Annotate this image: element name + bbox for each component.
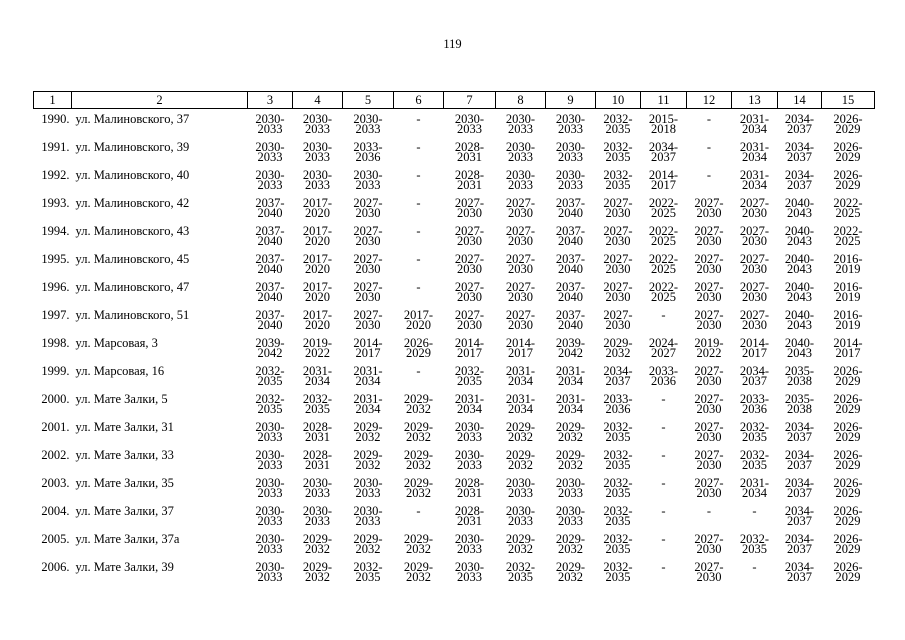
period-cell: 2030- 2033 [353, 504, 383, 528]
period-cell: 2030- 2033 [454, 112, 485, 136]
period-cell: 2015- 2018 [648, 112, 679, 136]
period-cell: 2039- 2042 [255, 336, 285, 360]
period-cell: 2030- 2033 [505, 112, 536, 136]
period-cell: 2029- 2032 [302, 532, 333, 556]
period-cell: 2030- 2033 [454, 448, 485, 472]
period-cell: 2026- 2029 [833, 168, 863, 192]
period-cell: 2030- 2033 [454, 532, 485, 556]
row-number: 2005. [41, 532, 70, 546]
period-cell: 2016- 2019 [833, 280, 863, 304]
row-number: 2002. [41, 448, 70, 462]
row-number: 1991. [41, 140, 70, 154]
period-cell: 2027- 2030 [454, 252, 485, 276]
period-cell: 2031- 2034 [555, 364, 586, 388]
period-cell: 2027- 2030 [739, 280, 770, 304]
column-header-9: 9 [546, 92, 596, 109]
period-cell: 2028- 2031 [302, 420, 333, 444]
period-cell: 2017- 2020 [302, 252, 333, 276]
period-cell: 2030- 2033 [255, 560, 285, 584]
period-cell: 2027- 2030 [694, 448, 724, 472]
period-cell: - [661, 392, 666, 406]
period-cell: 2034- 2037 [784, 448, 815, 472]
period-cell: 2030- 2033 [255, 476, 285, 500]
period-cell: 2029- 2032 [555, 448, 586, 472]
period-cell: 2032- 2035 [603, 504, 633, 528]
period-cell: 2022- 2025 [833, 224, 863, 248]
column-header-10: 10 [596, 92, 641, 109]
period-cell: 2033- 2036 [648, 364, 679, 388]
row-number: 1999. [41, 364, 70, 378]
period-cell: 2027- 2030 [739, 224, 770, 248]
period-cell: 2037- 2040 [255, 224, 285, 248]
period-cell: 2031- 2034 [353, 392, 383, 416]
period-cell: 2029- 2032 [403, 560, 434, 584]
period-cell: 2026- 2029 [833, 392, 863, 416]
column-header-2: 2 [72, 92, 248, 109]
period-cell: 2029- 2032 [403, 420, 434, 444]
period-cell: 2032- 2035 [505, 560, 536, 584]
table-row [34, 282, 875, 310]
period-cell: - [661, 504, 666, 518]
period-cell: 2032- 2035 [603, 140, 633, 164]
schedule-table [33, 91, 875, 590]
period-cell: 2030- 2033 [555, 168, 586, 192]
period-cell: 2037- 2040 [555, 252, 586, 276]
column-header-1: 1 [34, 92, 72, 109]
period-cell: 2031- 2034 [353, 364, 383, 388]
period-cell: 2032- 2035 [603, 112, 633, 136]
period-cell: 2037- 2040 [555, 308, 586, 332]
period-cell: 2030- 2033 [555, 112, 586, 136]
period-cell: - [416, 224, 421, 238]
period-cell: 2031- 2034 [454, 392, 485, 416]
period-cell: 2031- 2034 [739, 476, 770, 500]
period-cell: 2034- 2037 [784, 168, 815, 192]
period-cell: 2030- 2033 [555, 504, 586, 528]
table-row [34, 394, 875, 422]
period-cell: - [661, 448, 666, 462]
column-header-15: 15 [822, 92, 875, 109]
period-cell: 2030- 2033 [255, 532, 285, 556]
period-cell: - [661, 308, 666, 322]
period-cell: 2037- 2040 [255, 252, 285, 276]
period-cell: - [661, 560, 666, 574]
period-cell: - [752, 504, 757, 518]
address-cell: ул. Мате Залки, 31 [75, 420, 174, 434]
row-number: 2004. [41, 504, 70, 518]
period-cell: 2034- 2037 [784, 140, 815, 164]
period-cell: 2027- 2030 [505, 252, 536, 276]
period-cell: 2030- 2033 [353, 112, 383, 136]
period-cell: 2040- 2043 [784, 196, 815, 220]
page-number: 119 [443, 37, 462, 51]
period-cell: 2037- 2040 [555, 224, 586, 248]
period-cell: 2030- 2033 [555, 140, 586, 164]
period-cell: 2032- 2035 [454, 364, 485, 388]
period-cell: 2030- 2033 [255, 448, 285, 472]
period-cell: 2034- 2037 [784, 112, 815, 136]
period-cell: - [661, 420, 666, 434]
row-number: 1996. [41, 280, 70, 294]
period-cell: 2014- 2017 [739, 336, 770, 360]
address-cell: ул. Малиновского, 37 [75, 112, 190, 126]
address-cell: ул. Малиновского, 43 [75, 224, 190, 238]
period-cell: 2014- 2017 [505, 336, 536, 360]
period-cell: 2027- 2030 [353, 196, 383, 220]
period-cell: 2033- 2036 [353, 140, 383, 164]
period-cell: 2029- 2032 [403, 532, 434, 556]
period-cell: 2030- 2033 [505, 140, 536, 164]
period-cell: 2027- 2030 [694, 392, 724, 416]
period-cell: 2032- 2035 [255, 392, 285, 416]
period-cell: 2014- 2017 [454, 336, 485, 360]
period-cell: 2029- 2032 [555, 560, 586, 584]
address-cell: ул. Мате Залки, 37а [75, 532, 180, 546]
row-number: 1992. [41, 168, 70, 182]
period-cell: 2040- 2043 [784, 280, 815, 304]
period-cell: - [416, 504, 421, 518]
period-cell: 2037- 2040 [555, 196, 586, 220]
period-cell: 2017- 2020 [302, 308, 333, 332]
period-cell: 2027- 2030 [694, 364, 724, 388]
period-cell: 2031- 2034 [505, 364, 536, 388]
period-cell: 2031- 2034 [739, 168, 770, 192]
period-cell: - [661, 532, 666, 546]
period-cell: 2037- 2040 [255, 308, 285, 332]
period-cell: 2027- 2030 [454, 280, 485, 304]
period-cell: 2017- 2020 [302, 280, 333, 304]
period-cell: 2028- 2031 [454, 504, 485, 528]
period-cell: 2029- 2032 [403, 476, 434, 500]
row-number: 1995. [41, 252, 70, 266]
period-cell: 2031- 2034 [555, 392, 586, 416]
period-cell: 2031- 2034 [302, 364, 333, 388]
row-number: 2001. [41, 420, 70, 434]
period-cell: 2027- 2030 [353, 252, 383, 276]
period-cell: 2029- 2032 [505, 420, 536, 444]
row-number: 1990. [41, 112, 70, 126]
address-cell: ул. Малиновского, 39 [75, 140, 190, 154]
column-header-12: 12 [687, 92, 732, 109]
period-cell: - [752, 560, 757, 574]
period-cell: 2030- 2033 [555, 476, 586, 500]
period-cell: 2034- 2037 [784, 532, 815, 556]
table-row [34, 422, 875, 450]
period-cell: 2032- 2035 [603, 168, 633, 192]
period-cell: 2027- 2030 [739, 252, 770, 276]
period-cell: 2027- 2030 [694, 196, 724, 220]
period-cell: 2026- 2029 [833, 420, 863, 444]
period-cell: 2027- 2030 [505, 308, 536, 332]
column-header-4: 4 [293, 92, 343, 109]
period-cell: 2026- 2029 [833, 364, 863, 388]
column-header-7: 7 [444, 92, 496, 109]
period-cell: 2029- 2032 [505, 532, 536, 556]
period-cell: 2026- 2029 [403, 336, 434, 360]
period-cell: 2022- 2025 [648, 280, 679, 304]
period-cell: 2014- 2017 [648, 168, 679, 192]
period-cell: 2030- 2033 [302, 168, 333, 192]
period-cell: 2028- 2031 [454, 168, 485, 192]
table-row [34, 109, 875, 143]
period-cell: 2030- 2033 [255, 168, 285, 192]
period-cell: 2022- 2025 [833, 196, 863, 220]
table-row [34, 506, 875, 534]
period-cell: 2035- 2038 [784, 392, 815, 416]
period-cell: 2037- 2040 [555, 280, 586, 304]
period-cell: 2026- 2029 [833, 504, 863, 528]
table-row [34, 310, 875, 338]
address-cell: ул. Мате Залки, 35 [75, 476, 174, 490]
address-cell: ул. Малиновского, 51 [75, 308, 190, 322]
period-cell: 2028- 2031 [454, 140, 485, 164]
period-cell: 2029- 2032 [505, 448, 536, 472]
period-cell: 2030- 2033 [454, 560, 485, 584]
period-cell: 2034- 2037 [784, 420, 815, 444]
period-cell: 2030- 2033 [255, 112, 285, 136]
period-cell: - [416, 196, 421, 210]
period-cell: 2031- 2034 [739, 112, 770, 136]
column-header-6: 6 [394, 92, 444, 109]
period-cell: 2029- 2032 [555, 420, 586, 444]
period-cell: 2030- 2033 [302, 504, 333, 528]
period-cell: 2027- 2030 [739, 308, 770, 332]
period-cell: 2034- 2037 [648, 140, 679, 164]
table-row [34, 226, 875, 254]
period-cell: 2037- 2040 [255, 280, 285, 304]
period-cell: - [416, 140, 421, 154]
period-cell: 2026- 2029 [833, 560, 863, 584]
period-cell: 2029- 2032 [302, 560, 333, 584]
table-row [34, 198, 875, 226]
period-cell: 2031- 2034 [739, 140, 770, 164]
period-cell: 2027- 2030 [694, 252, 724, 276]
period-cell: 2029- 2032 [403, 392, 434, 416]
period-cell: - [416, 364, 421, 378]
period-cell: 2024- 2027 [648, 336, 679, 360]
period-cell: 2032- 2035 [353, 560, 383, 584]
period-cell: 2028- 2031 [302, 448, 333, 472]
period-cell: 2014- 2017 [353, 336, 383, 360]
period-cell: 2027- 2030 [603, 224, 633, 248]
row-number: 2000. [41, 392, 70, 406]
table-row [34, 478, 875, 506]
period-cell: 2022- 2025 [648, 196, 679, 220]
period-cell: 2040- 2043 [784, 308, 815, 332]
period-cell: 2030- 2033 [302, 476, 333, 500]
period-cell: - [706, 140, 712, 154]
period-cell: 2027- 2030 [694, 560, 724, 584]
period-cell: 2027- 2030 [739, 196, 770, 220]
table-row [34, 170, 875, 198]
period-cell: 2027- 2030 [603, 280, 633, 304]
period-cell: 2034- 2037 [603, 364, 633, 388]
row-number: 2003. [41, 476, 70, 490]
period-cell: 2030- 2033 [302, 140, 333, 164]
period-cell: 2027- 2030 [603, 196, 633, 220]
column-header-3: 3 [248, 92, 293, 109]
period-cell: 2032- 2035 [255, 364, 285, 388]
period-cell: 2017- 2020 [302, 224, 333, 248]
period-cell: 2022- 2025 [648, 224, 679, 248]
period-cell: 2029- 2032 [603, 336, 633, 360]
period-cell: 2027- 2030 [353, 280, 383, 304]
table-row [34, 338, 875, 366]
address-cell: ул. Малиновского, 40 [75, 168, 190, 182]
address-cell: ул. Мате Залки, 37 [75, 504, 174, 518]
column-header-8: 8 [496, 92, 546, 109]
period-cell: 2029- 2032 [403, 448, 434, 472]
period-cell: 2032- 2035 [603, 448, 633, 472]
period-cell: - [416, 168, 421, 182]
period-cell: 2032- 2035 [603, 420, 633, 444]
period-cell: 2027- 2030 [454, 308, 485, 332]
period-cell: 2026- 2029 [833, 532, 863, 556]
row-number: 2006. [41, 560, 70, 574]
address-cell: ул. Мате Залки, 5 [75, 392, 168, 406]
period-cell: 2027- 2030 [694, 280, 724, 304]
period-cell: 2027- 2030 [603, 308, 633, 332]
row-number: 1993. [41, 196, 70, 210]
table-header-row [34, 92, 875, 109]
table-row [34, 450, 875, 478]
column-header-11: 11 [641, 92, 687, 109]
address-cell: ул. Малиновского, 45 [75, 252, 190, 266]
table-row [34, 366, 875, 394]
period-cell: 2040- 2043 [784, 336, 815, 360]
period-cell: 2037- 2040 [255, 196, 285, 220]
period-cell: 2027- 2030 [454, 196, 485, 220]
period-cell: 2030- 2033 [454, 420, 485, 444]
period-cell: 2030- 2033 [255, 504, 285, 528]
period-cell: 2027- 2030 [603, 252, 633, 276]
row-number: 1994. [41, 224, 70, 238]
period-cell: 2030- 2033 [255, 140, 285, 164]
period-cell: 2030- 2033 [353, 168, 383, 192]
address-cell: ул. Малиновского, 47 [75, 280, 190, 294]
period-cell: 2027- 2030 [353, 224, 383, 248]
period-cell: - [706, 168, 712, 182]
period-cell: 2027- 2030 [505, 196, 536, 220]
period-cell: - [416, 252, 421, 266]
period-cell: 2032- 2035 [739, 448, 770, 472]
period-cell: 2040- 2043 [784, 224, 815, 248]
period-cell: 2035- 2038 [784, 364, 815, 388]
period-cell: - [706, 112, 712, 126]
row-number: 1997. [41, 308, 70, 322]
period-cell: 2016- 2019 [833, 252, 863, 276]
period-cell: 2026- 2029 [833, 140, 863, 164]
period-cell: 2034- 2037 [784, 476, 815, 500]
period-cell: 2030- 2033 [353, 476, 383, 500]
address-cell: ул. Марсовая, 3 [75, 336, 158, 350]
period-cell: 2026- 2029 [833, 476, 863, 500]
period-cell: 2027- 2030 [694, 224, 724, 248]
period-cell: 2029- 2032 [353, 448, 383, 472]
period-cell: 2017- 2020 [302, 196, 333, 220]
column-header-5: 5 [343, 92, 394, 109]
period-cell: 2032- 2035 [603, 476, 633, 500]
period-cell: 2027- 2030 [694, 420, 724, 444]
period-cell: 2027- 2030 [353, 308, 383, 332]
column-header-14: 14 [778, 92, 822, 109]
period-cell: - [661, 476, 666, 490]
period-cell: 2030- 2033 [255, 420, 285, 444]
period-cell: 2027- 2030 [505, 224, 536, 248]
period-cell: 2032- 2035 [603, 532, 633, 556]
table-body [34, 109, 875, 591]
period-cell: - [416, 280, 421, 294]
period-cell: 2027- 2030 [694, 476, 724, 500]
period-cell: 2030- 2033 [505, 168, 536, 192]
period-cell: 2019- 2022 [302, 336, 333, 360]
period-cell: 2027- 2030 [694, 308, 724, 332]
period-cell: 2029- 2032 [353, 532, 383, 556]
period-cell: 2030- 2033 [505, 504, 536, 528]
column-header-13: 13 [732, 92, 778, 109]
period-cell: 2016- 2019 [833, 308, 863, 332]
period-cell: 2029- 2032 [555, 532, 586, 556]
period-cell: 2032- 2035 [739, 532, 770, 556]
period-cell: 2034- 2037 [784, 504, 815, 528]
period-cell: 2031- 2034 [505, 392, 536, 416]
period-cell: 2030- 2033 [505, 476, 536, 500]
period-cell: 2028- 2031 [454, 476, 485, 500]
address-cell: ул. Мате Залки, 39 [75, 560, 174, 574]
period-cell: 2032- 2035 [603, 560, 633, 584]
period-cell: 2039- 2042 [555, 336, 586, 360]
table-row [34, 534, 875, 562]
period-cell: 2026- 2029 [833, 112, 863, 136]
table-row [34, 562, 875, 590]
period-cell: 2022- 2025 [648, 252, 679, 276]
period-cell: 2019- 2022 [694, 336, 724, 360]
period-cell: - [706, 504, 712, 518]
period-cell: 2040- 2043 [784, 252, 815, 276]
period-cell: 2027- 2030 [694, 532, 724, 556]
period-cell: 2034- 2037 [739, 364, 770, 388]
row-number: 1998. [41, 336, 70, 350]
period-cell: 2017- 2020 [403, 308, 434, 332]
address-cell: ул. Малиновского, 42 [75, 196, 190, 210]
period-cell: 2032- 2035 [302, 392, 333, 416]
period-cell: 2027- 2030 [505, 280, 536, 304]
period-cell: 2014- 2017 [833, 336, 863, 360]
period-cell: 2032- 2035 [739, 420, 770, 444]
period-cell: 2027- 2030 [454, 224, 485, 248]
address-cell: ул. Мате Залки, 33 [75, 448, 174, 462]
address-cell: ул. Марсовая, 16 [75, 364, 165, 378]
period-cell: 2033- 2036 [739, 392, 770, 416]
period-cell: 2034- 2037 [784, 560, 815, 584]
period-cell: - [416, 112, 421, 126]
period-cell: 2029- 2032 [353, 420, 383, 444]
table-row [34, 254, 875, 282]
period-cell: 2030- 2033 [302, 112, 333, 136]
table-row [34, 142, 875, 170]
period-cell: 2033- 2036 [603, 392, 633, 416]
period-cell: 2026- 2029 [833, 448, 863, 472]
